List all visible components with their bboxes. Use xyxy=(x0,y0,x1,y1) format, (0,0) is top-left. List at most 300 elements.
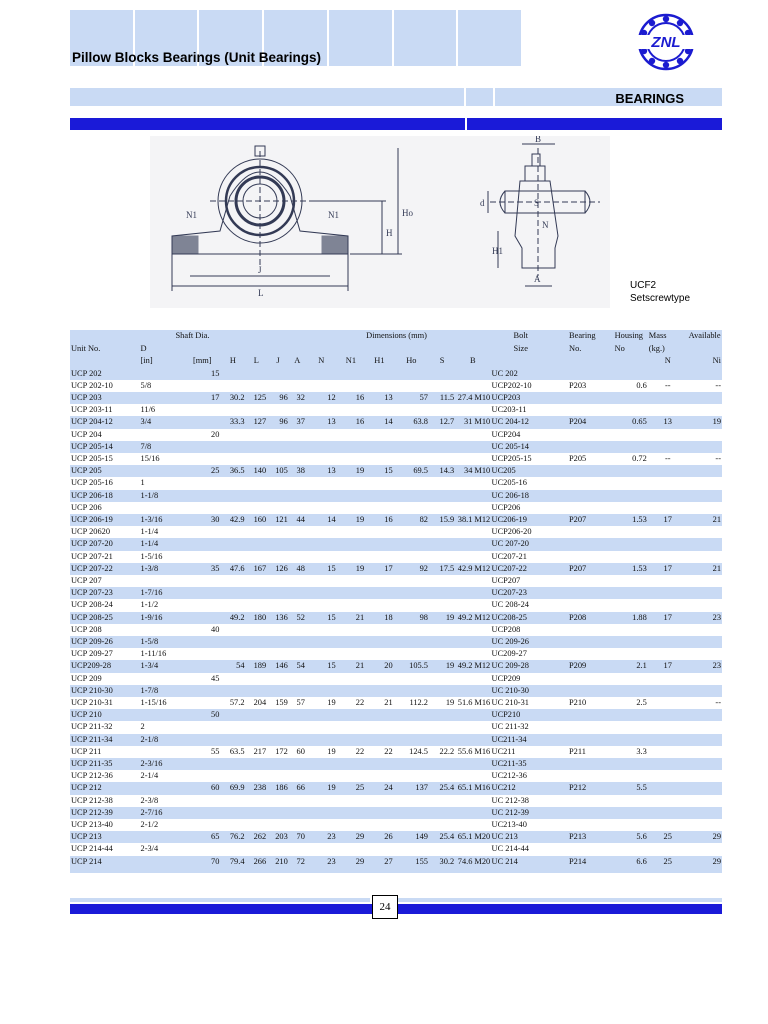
table-cell xyxy=(220,551,245,563)
table-cell xyxy=(394,429,429,441)
table-cell xyxy=(306,636,337,648)
table-cell: 15 xyxy=(365,465,393,477)
table-cell: 15/16 xyxy=(140,453,160,463)
dim-label: N1 xyxy=(328,210,339,220)
table-cell xyxy=(473,575,490,587)
table-cell xyxy=(306,721,337,733)
table-cell xyxy=(473,795,490,807)
table-row xyxy=(70,514,722,526)
table-cell xyxy=(648,648,688,660)
table-cell xyxy=(365,673,393,685)
table-cell xyxy=(429,758,455,770)
table-cell xyxy=(429,636,455,648)
table-cell xyxy=(289,575,306,587)
header-cell xyxy=(568,355,614,368)
table-cell xyxy=(192,575,220,587)
table-cell xyxy=(614,599,648,611)
table-cell xyxy=(614,441,648,453)
table-cell xyxy=(220,843,245,855)
table-cell xyxy=(220,599,245,611)
table-cell: 57 xyxy=(296,697,305,707)
table-cell xyxy=(429,453,455,465)
table-cell xyxy=(429,685,455,697)
table-cell xyxy=(455,538,473,550)
table-cell xyxy=(289,636,306,648)
table-cell xyxy=(289,599,306,611)
table-cell xyxy=(394,453,429,465)
table-cell: UCP 207-23 xyxy=(70,587,140,599)
table-cell xyxy=(289,734,306,746)
table-cell xyxy=(365,575,393,587)
table-cell: UC211-35 xyxy=(491,758,569,770)
table-cell xyxy=(267,441,289,453)
table-cell: UC205-16 xyxy=(491,478,527,488)
table-cell xyxy=(365,770,393,782)
table-cell xyxy=(473,599,490,611)
table-cell xyxy=(289,673,306,685)
table-cell: 66 xyxy=(289,782,306,794)
header-cell: S xyxy=(429,355,455,368)
table-cell: 24 xyxy=(365,782,393,794)
table-cell: M12 xyxy=(473,612,490,624)
table-cell: 42.9 xyxy=(220,514,245,526)
table-cell: 126 xyxy=(267,563,289,575)
table-cell xyxy=(688,477,722,489)
table-cell: 16 xyxy=(365,514,393,526)
table-cell xyxy=(648,636,688,648)
table-cell: UCP 209-26 xyxy=(70,636,140,648)
table-cell xyxy=(365,648,393,660)
header-cell xyxy=(491,355,569,368)
table-cell: M16 xyxy=(473,782,490,794)
table-cell xyxy=(192,526,220,538)
table-cell xyxy=(246,758,268,770)
table-row xyxy=(70,795,722,807)
table-cell xyxy=(267,624,289,636)
table-cell xyxy=(337,551,366,563)
table-cell xyxy=(688,685,722,697)
table-cell xyxy=(365,721,393,733)
table-cell xyxy=(648,404,688,416)
table-cell: 23 xyxy=(306,856,337,868)
table-cell: 36.5 xyxy=(220,465,245,477)
table-cell: UC 212-39 xyxy=(491,807,569,819)
table-cell: UCP202-10 xyxy=(491,380,532,390)
table-cell xyxy=(455,368,473,380)
table-cell xyxy=(246,575,268,587)
table-cell xyxy=(614,721,648,733)
table-cell xyxy=(568,819,614,831)
table-cell: 29 xyxy=(337,856,366,868)
table-cell xyxy=(394,368,429,380)
header-cell: A xyxy=(289,355,306,368)
table-cell xyxy=(473,429,490,441)
table-cell xyxy=(614,648,648,660)
table-cell xyxy=(306,368,337,380)
table-cell xyxy=(267,795,289,807)
table-cell xyxy=(568,429,614,441)
table-cell: 2-1/4 xyxy=(140,771,159,781)
table-cell: UCP 207-22 xyxy=(70,563,140,575)
table-cell: 17.5 xyxy=(429,563,455,575)
header-cell: L xyxy=(246,355,268,368)
table-cell xyxy=(365,599,393,611)
table-cell xyxy=(568,673,614,685)
table-cell xyxy=(289,819,306,831)
table-cell: UCP 212-39 xyxy=(70,807,140,819)
table-cell: M10 xyxy=(473,416,490,428)
table-cell xyxy=(220,673,245,685)
table-cell: 14 xyxy=(306,514,337,526)
table-cell xyxy=(246,648,268,660)
table-cell xyxy=(337,648,366,660)
table-cell: 217 xyxy=(253,746,267,756)
table-cell xyxy=(220,587,245,599)
table-cell xyxy=(473,453,490,465)
table-cell: UCP 206-19 xyxy=(70,514,140,526)
table-cell xyxy=(455,758,473,770)
table-cell: 13 xyxy=(365,392,393,404)
table-cell: 21 xyxy=(337,612,366,624)
table-cell: 23 xyxy=(688,612,722,624)
table-cell: 57 xyxy=(394,392,429,404)
table-cell: 92 xyxy=(394,563,429,575)
table-cell xyxy=(220,526,245,538)
table-cell xyxy=(688,843,722,855)
table-cell: 2-3/8 xyxy=(140,795,159,805)
table-cell: 266 xyxy=(246,856,268,868)
table-cell xyxy=(267,526,289,538)
table-cell xyxy=(267,734,289,746)
table-cell xyxy=(267,636,289,648)
table-cell: 13 xyxy=(648,416,688,428)
table-cell xyxy=(429,624,455,636)
table-cell: 146 xyxy=(267,660,289,672)
table-row xyxy=(70,392,722,404)
table-cell xyxy=(140,782,192,794)
table-row xyxy=(70,563,722,575)
table-cell: M10 xyxy=(473,392,490,404)
table-row xyxy=(70,746,722,758)
table-cell: UC 213 xyxy=(491,831,569,843)
dim-label: A xyxy=(534,274,541,284)
znl-logo xyxy=(622,12,710,72)
table-cell: 54 xyxy=(220,660,245,672)
dim-label: L xyxy=(258,288,264,298)
table-cell xyxy=(365,843,393,855)
table-cell xyxy=(429,404,455,416)
table-cell: 1-3/16 xyxy=(140,514,192,526)
table-cell: 19 xyxy=(429,612,455,624)
table-cell xyxy=(394,538,429,550)
table-cell: 1-11/16 xyxy=(140,649,167,659)
table-cell xyxy=(306,807,337,819)
table-cell xyxy=(568,758,614,770)
table-cell xyxy=(688,538,722,550)
table-cell: UC 214 xyxy=(491,856,569,868)
table-cell: UC 208-24 xyxy=(491,600,529,610)
table-cell xyxy=(429,843,455,855)
table-cell xyxy=(394,770,429,782)
table-cell xyxy=(648,673,688,685)
table-cell xyxy=(220,734,245,746)
table-cell xyxy=(337,624,366,636)
table-cell: 17 xyxy=(648,660,688,672)
table-cell: UCP 202-10 xyxy=(71,380,113,390)
table-cell: 1-9/16 xyxy=(140,612,192,624)
table-cell xyxy=(568,807,614,819)
table-cell xyxy=(192,685,220,697)
table-cell: UCP 214-44 xyxy=(71,844,113,854)
table-cell xyxy=(365,368,393,380)
table-cell: UC 206-18 xyxy=(491,490,569,502)
header-cell: Ho xyxy=(394,355,429,368)
table-cell xyxy=(246,502,268,514)
table-cell xyxy=(337,441,366,453)
table-cell xyxy=(429,477,455,489)
table-cell xyxy=(688,770,722,782)
table-cell: 27.4 xyxy=(455,392,473,404)
table-cell xyxy=(688,575,722,587)
table-cell xyxy=(365,636,393,648)
table-cell xyxy=(246,453,268,465)
table-cell xyxy=(306,477,337,489)
table-cell xyxy=(289,721,306,733)
table-cell xyxy=(192,599,220,611)
table-row xyxy=(70,843,722,855)
table-cell: 69.9 xyxy=(220,782,245,794)
table-cell: P210 xyxy=(569,697,587,707)
table-cell xyxy=(246,795,268,807)
drawing-caption-type: Setscrewtype xyxy=(630,293,691,304)
table-cell xyxy=(394,526,429,538)
pillow-block-drawing xyxy=(150,136,610,308)
table-cell xyxy=(568,624,614,636)
table-cell: 18 xyxy=(365,612,393,624)
table-cell xyxy=(473,551,490,563)
table-cell: 19 xyxy=(337,563,366,575)
table-cell xyxy=(429,526,455,538)
table-cell xyxy=(267,429,289,441)
table-cell xyxy=(394,551,429,563)
table-cell xyxy=(648,709,688,721)
table-cell: 2-7/16 xyxy=(140,807,192,819)
table-cell: 25 xyxy=(192,465,220,477)
table-row xyxy=(70,465,722,477)
table-cell xyxy=(614,795,648,807)
table-cell xyxy=(267,648,289,660)
table-cell xyxy=(614,575,648,587)
header-cell xyxy=(70,330,140,343)
table-cell xyxy=(473,490,490,502)
header-cell: Mass xyxy=(648,330,688,343)
table-cell: 21 xyxy=(384,697,393,707)
table-cell: 23 xyxy=(306,831,337,843)
table-cell: 1-3/8 xyxy=(140,563,192,575)
table-cell xyxy=(648,599,688,611)
table-cell: UCP204 xyxy=(491,429,521,439)
table-cell xyxy=(473,538,490,550)
table-row xyxy=(70,770,722,782)
table-cell: UC 204-12 xyxy=(491,416,569,428)
table-cell xyxy=(289,441,306,453)
table-cell xyxy=(140,465,192,477)
table-cell: 1-15/16 xyxy=(140,697,167,707)
table-cell: 74.6 xyxy=(455,856,473,868)
table-cell xyxy=(289,429,306,441)
table-cell xyxy=(246,368,268,380)
table-cell xyxy=(246,587,268,599)
table-cell xyxy=(429,734,455,746)
table-cell: 25 xyxy=(648,831,688,843)
table-cell: 47.6 xyxy=(220,563,245,575)
header-cell: No xyxy=(614,343,648,356)
table-cell xyxy=(192,538,220,550)
table-cell xyxy=(289,551,306,563)
table-row xyxy=(70,575,722,587)
table-cell: 2 xyxy=(140,722,145,732)
table-cell: M16 xyxy=(474,746,491,756)
table-cell: UCP 203-11 xyxy=(71,405,113,415)
table-cell: 14.3 xyxy=(429,465,455,477)
table-cell xyxy=(306,795,337,807)
table-cell xyxy=(688,551,722,563)
table-cell: 6.6 xyxy=(614,856,648,868)
table-cell xyxy=(267,368,289,380)
table-cell xyxy=(455,795,473,807)
table-cell xyxy=(246,721,268,733)
table-cell: 2-1/8 xyxy=(140,734,192,746)
table-cell xyxy=(429,709,455,721)
table-cell xyxy=(614,734,648,746)
table-cell xyxy=(220,453,245,465)
table-cell: 25.4 xyxy=(429,831,455,843)
table-cell xyxy=(220,721,245,733)
table-cell: UC211 xyxy=(491,746,516,756)
table-cell xyxy=(614,526,648,538)
table-cell: 1-1/4 xyxy=(140,538,192,550)
table-cell: UCP 207 xyxy=(71,575,102,585)
table-cell: 40 xyxy=(211,624,220,634)
header-cell xyxy=(455,330,473,343)
table-cell xyxy=(365,819,393,831)
table-cell xyxy=(306,648,337,660)
table-row xyxy=(70,441,722,453)
table-cell: 1-7/16 xyxy=(140,587,192,599)
table-cell xyxy=(688,441,722,453)
table-cell: 11.5 xyxy=(429,392,455,404)
table-cell xyxy=(337,380,366,392)
table-cell xyxy=(246,819,268,831)
table-cell: 32 xyxy=(289,392,306,404)
table-cell: 0.72 xyxy=(632,453,647,463)
table-cell xyxy=(192,795,220,807)
table-cell: 65 xyxy=(192,831,220,843)
table-cell: 124.5 xyxy=(409,746,428,756)
table-row xyxy=(70,721,722,733)
table-cell xyxy=(568,721,614,733)
table-cell: UCP209-28 xyxy=(70,660,140,672)
table-cell xyxy=(688,465,722,477)
table-cell: 2-3/16 xyxy=(140,758,192,770)
table-cell: 52 xyxy=(289,612,306,624)
blue-divider xyxy=(70,118,722,130)
table-cell: UCP 210 xyxy=(70,709,140,721)
table-cell xyxy=(614,490,648,502)
table-cell: UCP 213 xyxy=(70,831,140,843)
table-cell xyxy=(192,441,220,453)
table-cell xyxy=(220,770,245,782)
table-cell xyxy=(614,770,648,782)
table-cell: 180 xyxy=(246,612,268,624)
table-cell: 125 xyxy=(246,392,268,404)
table-cell xyxy=(648,502,688,514)
table-cell: 38 xyxy=(289,465,306,477)
table-cell xyxy=(614,673,648,685)
table-cell xyxy=(289,453,306,465)
table-cell xyxy=(267,551,289,563)
table-cell: 55.6 xyxy=(457,746,473,756)
table-cell xyxy=(455,648,473,660)
table-cell: 5.6 xyxy=(614,831,648,843)
table-row xyxy=(70,831,722,843)
table-cell xyxy=(648,624,688,636)
header-cell: Ni xyxy=(688,355,722,368)
header-cell: Shaft Dia. xyxy=(140,330,246,343)
table-cell xyxy=(306,587,337,599)
table-row xyxy=(70,660,722,672)
table-cell xyxy=(289,587,306,599)
table-cell: 25.4 xyxy=(429,782,455,794)
table-cell xyxy=(220,441,245,453)
table-cell: UC 209-28 xyxy=(491,660,569,672)
table-cell: 0.6 xyxy=(636,380,647,390)
table-cell: 98 xyxy=(394,612,429,624)
table-cell: 65.1 xyxy=(455,782,473,794)
table-cell xyxy=(429,441,455,453)
table-cell: M12 xyxy=(473,660,490,672)
table-cell xyxy=(473,587,490,599)
header-cell: H1 xyxy=(365,355,393,368)
table-cell xyxy=(246,477,268,489)
table-cell xyxy=(306,624,337,636)
table-cell xyxy=(289,526,306,538)
table-cell: 63.8 xyxy=(394,416,429,428)
table-cell: 25 xyxy=(648,856,688,868)
table-cell xyxy=(429,502,455,514)
table-cell xyxy=(306,819,337,831)
table-cell: 21 xyxy=(688,563,722,575)
table-cell xyxy=(289,368,306,380)
table-cell: 5/8 xyxy=(140,380,152,390)
table-cell xyxy=(614,551,648,563)
table-cell: 30 xyxy=(192,514,220,526)
table-cell: UCP 211 xyxy=(71,746,102,756)
table-cell: UCP 210-30 xyxy=(70,685,140,697)
table-cell: UCP 209-27 xyxy=(71,649,113,659)
table-cell xyxy=(140,746,192,758)
table-cell xyxy=(192,734,220,746)
table-cell: UCP206-20 xyxy=(491,527,532,537)
table-cell xyxy=(648,746,688,758)
header-cell: N xyxy=(648,355,688,368)
table-cell xyxy=(688,587,722,599)
table-row xyxy=(70,734,722,746)
table-cell: 20 xyxy=(365,660,393,672)
table-cell xyxy=(648,465,688,477)
table-cell xyxy=(365,380,393,392)
table-cell xyxy=(568,465,614,477)
